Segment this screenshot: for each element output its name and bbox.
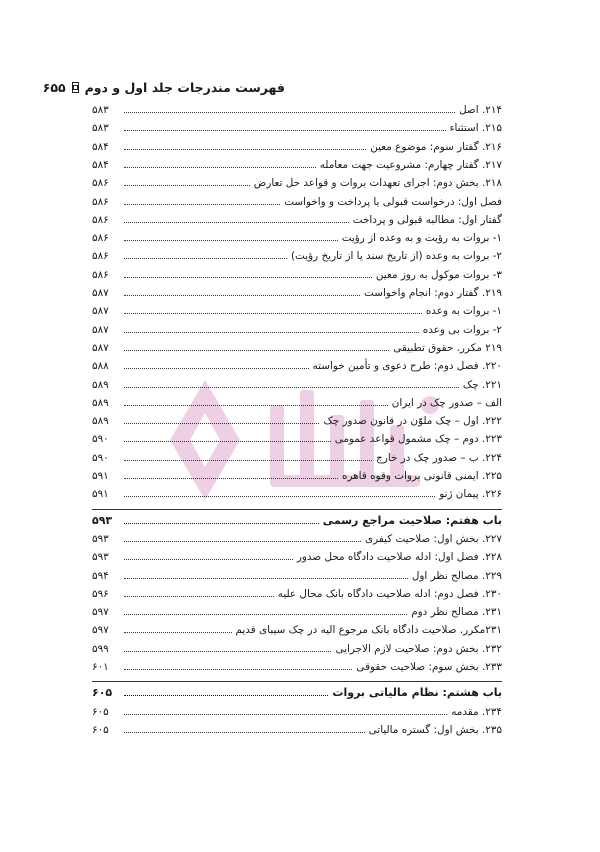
toc-entry-title: ۲۲۹. مصالح نظر اول [411, 569, 502, 582]
toc-page-number: ۵۸۶ [92, 177, 109, 190]
toc-row [92, 100, 502, 117]
dot-leader [124, 577, 408, 579]
toc-row [92, 338, 502, 355]
toc-entry-title: ۲۱۷. گفتار چهارم: مشروعیت جهت معامله [319, 158, 502, 171]
dot-leader [124, 713, 447, 715]
toc-row [92, 320, 502, 337]
toc-page-number: ۵۸۷ [92, 323, 109, 336]
dot-leader [124, 459, 372, 461]
toc-row [92, 448, 502, 465]
toc-page-number: ۵۸۷ [92, 305, 109, 318]
toc-page-number: ۵۸۳ [92, 122, 109, 135]
toc-entry-title: ۲۲۴. ب – صدور چک در خارج [376, 451, 502, 464]
dot-leader [124, 613, 407, 615]
toc-entry-title: ۲- بروات به وعده (از تاریخ سند یا از تاریخ رؤیت) [290, 250, 502, 263]
toc-entry-title: ۲- بروات بی وعده [422, 323, 502, 336]
toc-row [92, 702, 502, 719]
toc-row [92, 356, 502, 373]
dot-leader [124, 477, 338, 479]
toc-entry-title: فصل اول: درخواست قبولی یا پرداخت و واخواست [284, 195, 502, 208]
toc-row [92, 375, 502, 392]
toc-row [92, 192, 502, 209]
dot-leader [124, 540, 361, 542]
header-title: فهرست مندرجات جلد اول و دوم [84, 79, 285, 95]
toc-row [92, 246, 502, 263]
toc-row [92, 484, 502, 501]
toc-entry-title: باب هشتم: نظام مالیاتی بروات [332, 686, 502, 700]
toc-page-number: ۵۹۰ [92, 451, 109, 464]
toc-page-number: ۵۹۷ [92, 624, 109, 637]
toc-page-number: ۵۹۶ [92, 587, 109, 600]
header-page-number: ۶۵۵ [42, 79, 66, 95]
toc-page-number: ۵۹۳ [92, 532, 109, 545]
toc-page-number: ۵۸۴ [92, 158, 109, 171]
dot-leader [124, 650, 331, 652]
toc-entry-title: ۲۱۸. بخش دوم: اجرای تعهدات بروات و قواعد حل تعارض [253, 177, 502, 190]
dot-leader [124, 331, 419, 333]
dot-leader [124, 239, 338, 241]
dot-leader [124, 404, 388, 406]
toc-row [92, 228, 502, 245]
toc-page-number: ۵۸۷ [92, 341, 109, 354]
toc-page-number: ۶۰۱ [92, 661, 109, 673]
dot-leader [124, 558, 293, 560]
toc-entry-title: ۲۲۵. ایمنی قانونی بروات وقوه قاهره [342, 470, 502, 482]
toc-page-number: ۵۹۱ [92, 488, 109, 501]
toc-entry-title: ۲۱۵. استثناء [449, 122, 502, 135]
dot-leader [124, 422, 319, 424]
toc-chapter-row [92, 683, 502, 700]
toc-row [92, 429, 502, 446]
toc-entry-title: ۲۱۹. گفتار دوم: انجام واخواست [364, 287, 502, 299]
toc-entry-title: الف – صدور چک در ایران [391, 396, 502, 409]
toc-page-number: ۵۹۷ [92, 606, 109, 619]
toc-entry-title: ۲۳۴. مقدمه [451, 705, 502, 718]
toc-page-number: ۵۸۸ [92, 360, 109, 373]
dot-leader [124, 203, 280, 205]
toc-page-number: ۵۸۳ [92, 104, 109, 116]
page-header [42, 76, 285, 98]
dot-leader [124, 294, 360, 296]
toc-page-number: ۶۰۵ [92, 686, 113, 700]
toc-entry-title: ۲۲۲. اول – چک ملوّن در قانون صدور چک [323, 415, 502, 428]
toc-entry-title: ۲۱۴. اصل [459, 104, 502, 116]
toc-row [92, 584, 502, 601]
toc-page-number: ۵۹۴ [92, 569, 109, 582]
toc-entry-title: ۲۲۰. فصل دوم: طرح دعوی و تأمین خواسته [312, 360, 502, 373]
toc-row [92, 529, 502, 546]
dot-leader [124, 522, 319, 524]
toc-row [92, 118, 502, 135]
toc-page-number: ۵۹۳ [92, 551, 109, 564]
toc-entry-title: ۲۳۰. فصل دوم: ادله صلاحیت دادگاه بانک محال علیه [277, 587, 502, 600]
toc-entry-title: ۲۳۱. مصالح نظر دوم [411, 606, 502, 619]
toc-page-number: ۵۸۶ [92, 268, 109, 281]
toc-page-number: ۵۸۹ [92, 415, 109, 428]
toc-page-number: ۵۸۹ [92, 396, 109, 409]
toc-row [92, 602, 502, 619]
toc-page-number: ۵۸۴ [92, 140, 109, 153]
toc-row [92, 137, 502, 154]
toc-row [92, 547, 502, 564]
toc-entry-title: ۲۳۲. بخش دوم: صلاحیت لازم الاجرایی [335, 642, 502, 655]
toc-row [92, 301, 502, 318]
toc-row [92, 620, 502, 637]
toc-row [92, 657, 502, 674]
dot-leader [124, 595, 274, 597]
dot-leader [124, 111, 455, 113]
toc-row [92, 283, 502, 300]
toc-row [92, 720, 502, 737]
toc-page-number: ۵۸۶ [92, 250, 109, 263]
toc-page-number: ۵۸۹ [92, 378, 109, 391]
toc-entry-title: ۱- بروات به رؤیت و به وعده از رؤیت [341, 232, 502, 245]
dot-leader [124, 668, 352, 670]
toc-entry-title: ۲۲۳. دوم – چک مشمول قواعد عمومی [334, 433, 502, 446]
toc-entry-title: ۲۳۵. بخش اول: گستره مالیاتی [368, 723, 502, 736]
dot-leader [124, 221, 349, 223]
chapter-divider [92, 681, 502, 682]
toc-entry-title: ۲۳۱مکرر. صلاحیت دادگاه بانک مرجوع الیه در چک سیبای قدیم [235, 624, 502, 637]
boxed-square-icon [72, 82, 79, 93]
chapter-divider [92, 509, 502, 510]
toc-entry-title: ۲۲۱. چک [462, 378, 502, 391]
toc-chapter-row [92, 511, 502, 528]
dot-leader [124, 276, 372, 278]
toc-row [92, 155, 502, 172]
toc-page-number: ۵۹۱ [92, 470, 109, 482]
toc-page-number: ۵۸۶ [92, 195, 109, 208]
toc-page-number: ۵۹۳ [92, 513, 113, 527]
dot-leader [124, 257, 287, 259]
toc-row [92, 566, 502, 583]
toc-entry-title: ۲۲۷. بخش اول: صلاحیت کیفری [364, 532, 502, 545]
toc-entry-title: ۲۳۳. بخش سوم: صلاحیت حقوقی [356, 661, 502, 673]
dot-leader [124, 129, 446, 131]
toc-page-number: ۵۸۷ [92, 287, 109, 299]
toc-row [92, 639, 502, 656]
dot-leader [124, 440, 331, 442]
toc-row [92, 466, 502, 483]
toc-row [92, 393, 502, 410]
toc-page-number: ۵۸۶ [92, 213, 109, 226]
toc-row [92, 411, 502, 428]
toc-row [92, 210, 502, 227]
dot-leader [124, 631, 232, 633]
dot-leader [124, 495, 435, 497]
toc-entry-title: ۲۲۸. فصل اول: ادله صلاحیت دادگاه محل صدور [296, 551, 502, 564]
toc-page-number: ۶۰۵ [92, 705, 109, 718]
toc-page-number: ۵۹۹ [92, 642, 109, 655]
toc-entry-title: ۲۱۶. گفتار سوم: موضوع معین [370, 140, 502, 153]
toc-entry-title: ۲۱۹ مکرر. حقوق تطبیقی [393, 341, 502, 354]
toc-entry-title: ۱- بروات به وعده [425, 305, 502, 318]
toc-entry-title: ۲۲۶. پیمان ژنو [439, 488, 502, 501]
dot-leader [124, 731, 365, 733]
toc-row [92, 265, 502, 282]
toc-page-number: ۵۸۶ [92, 232, 109, 245]
toc-entry-title: باب هفتم: صلاحیت مراجع رسمی [322, 513, 502, 527]
dot-leader [124, 312, 422, 314]
toc-page-number: ۶۰۵ [92, 723, 109, 736]
dot-leader [124, 386, 459, 388]
toc-entry-title: ۳- بروات موکول به روز معین [375, 268, 502, 281]
dot-leader [124, 694, 328, 696]
toc-row [92, 173, 502, 190]
dot-leader [124, 166, 316, 168]
dot-leader [124, 148, 366, 150]
toc-page-number: ۵۹۰ [92, 433, 109, 446]
dot-leader [124, 184, 250, 186]
toc-entry-title: گفتار اول: مطالبه قبولی و پرداخت [352, 213, 502, 226]
dot-leader [124, 349, 389, 351]
dot-leader [124, 367, 309, 369]
